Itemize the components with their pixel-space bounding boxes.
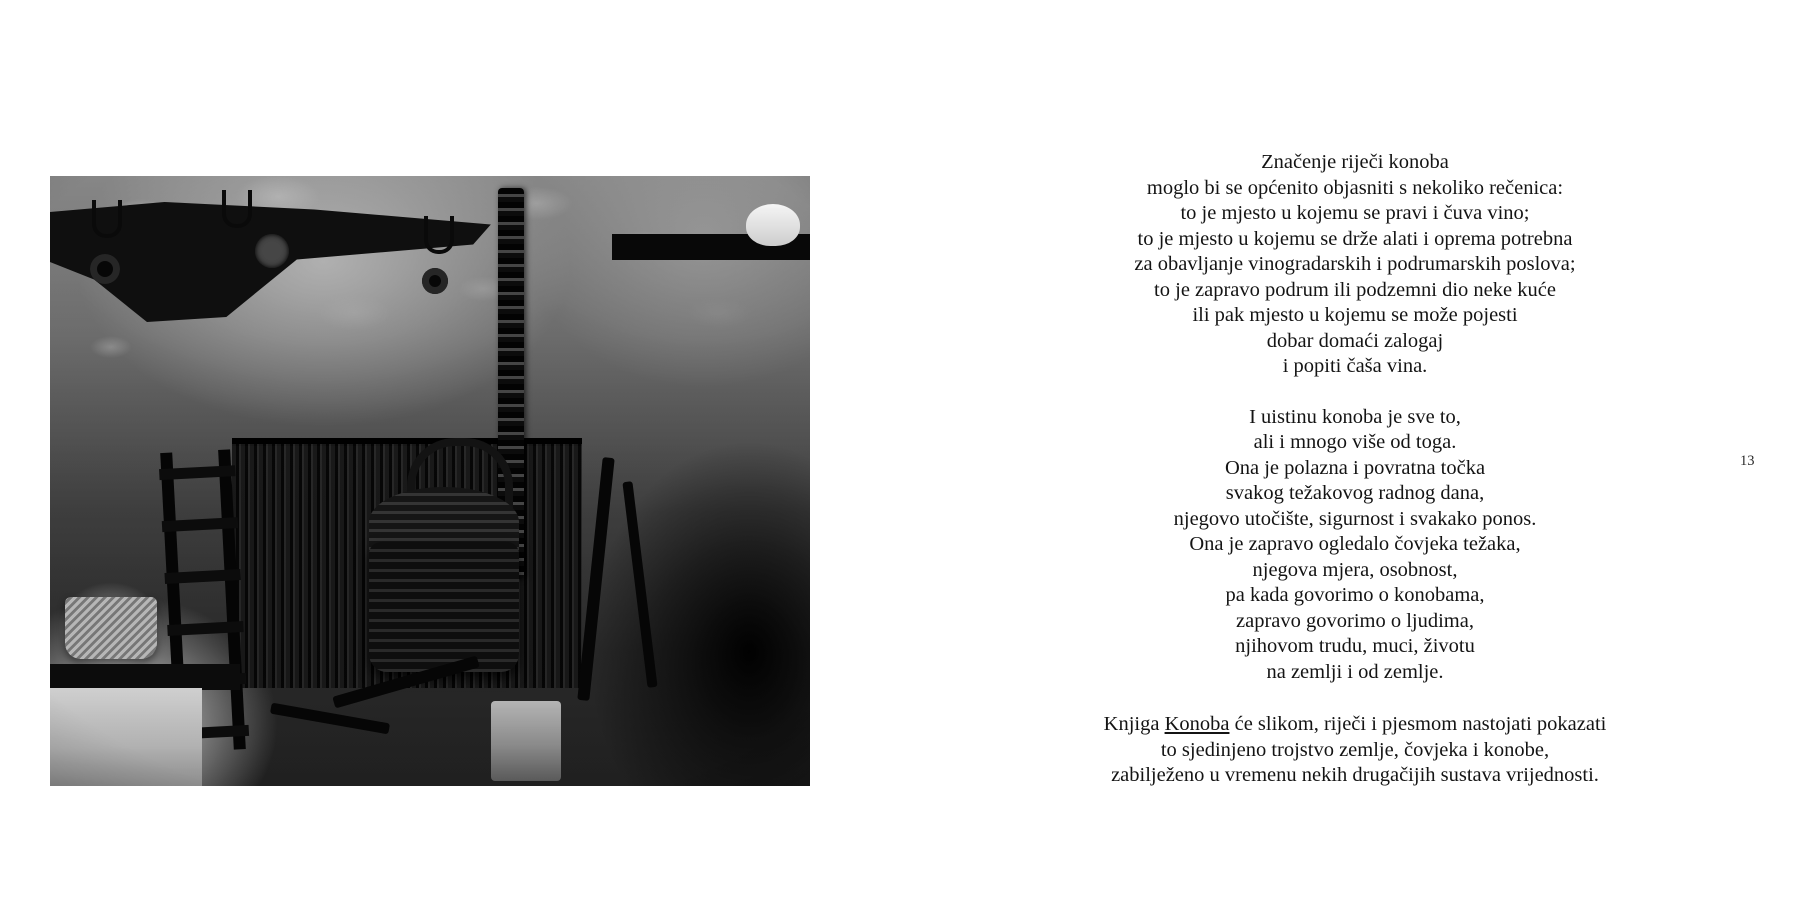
stanza-2: [1060, 405, 1650, 686]
page-number: 13: [1740, 453, 1755, 469]
iron-hook: [222, 190, 252, 228]
large-wicker-basket: [369, 542, 519, 672]
poem-line: to je mjesto u kojemu se pravi i čuva vino;: [1180, 202, 1530, 224]
poem-line: moglo bi se općenito objasniti s nekoliko rečenica:: [1146, 176, 1564, 199]
poem-line: i popiti čaša vina.: [1282, 355, 1428, 377]
poem-line: Ona je polazna i povratna točka: [1224, 456, 1486, 479]
poem-line: to je mjesto u kojemu se drže alati i oprema potrebna: [1137, 227, 1573, 250]
photograph-image: [50, 176, 810, 786]
poem-line: pa kada govorimo o konobama,: [1225, 584, 1485, 606]
stone-block: [50, 688, 202, 786]
poem-line: za obavljanje vinogradarskih i podrumarskih poslova;: [1134, 253, 1576, 275]
book-title-konoba: Konoba: [1164, 713, 1230, 735]
poem-line: njegova mjera, osobnost,: [1252, 558, 1458, 581]
pulley-wheel: [422, 268, 448, 294]
poem-line: Ona je zapravo ogledalo čovjeka težaka,: [1189, 533, 1521, 555]
cellar-photograph: [50, 176, 810, 786]
closing-line-3: zabilježeno u vremenu nekih drugačijih sustava vrijednosti.: [1111, 764, 1599, 786]
poem-line: zapravo govorimo o ljudima,: [1236, 609, 1474, 632]
axe-tool: [270, 702, 390, 734]
poem-line: ali i mnogo više od toga.: [1253, 431, 1457, 453]
poem-line: ili pak mjesto u kojemu se može pojesti: [1192, 304, 1518, 326]
stone-bench: [50, 664, 240, 690]
poem-line: njihovom trudu, muci, životu: [1235, 635, 1475, 657]
pulley-wheel: [90, 254, 120, 284]
text-column: [1060, 150, 1650, 809]
yoke-hole: [255, 234, 289, 268]
poem-line: svakog težakovog radnog dana,: [1225, 482, 1485, 504]
closing-text-before: Knjiga: [1103, 713, 1165, 735]
poem-line: Značenje riječi konoba: [1261, 151, 1449, 173]
poem-line: njegovo utočište, sigurnost i svakako ponos.: [1173, 507, 1537, 530]
metal-bucket: [491, 701, 561, 781]
closing-paragraph: [1060, 712, 1650, 789]
poem-line: dobar domaći zalogaj: [1266, 329, 1444, 352]
poem-line: na zemlji i od zemlje.: [1266, 660, 1444, 683]
closing-line-2: to sjedinjeno trojstvo zemlje, čovjeka i konobe,: [1160, 738, 1550, 761]
poem-line: I uistinu konoba je sve to,: [1249, 405, 1461, 428]
iron-hook: [424, 216, 454, 254]
small-wicker-basket: [65, 597, 157, 659]
stanza-1: [1060, 150, 1650, 380]
closing-line-1: [1060, 712, 1650, 738]
closing-text-after: će slikom, riječi i pjesmom nastojati pokazati: [1229, 713, 1607, 735]
iron-hook: [92, 200, 122, 238]
poem-line: to je zapravo podrum ili podzemni dio neke kuće: [1154, 278, 1556, 301]
ceramic-jug: [746, 204, 800, 246]
